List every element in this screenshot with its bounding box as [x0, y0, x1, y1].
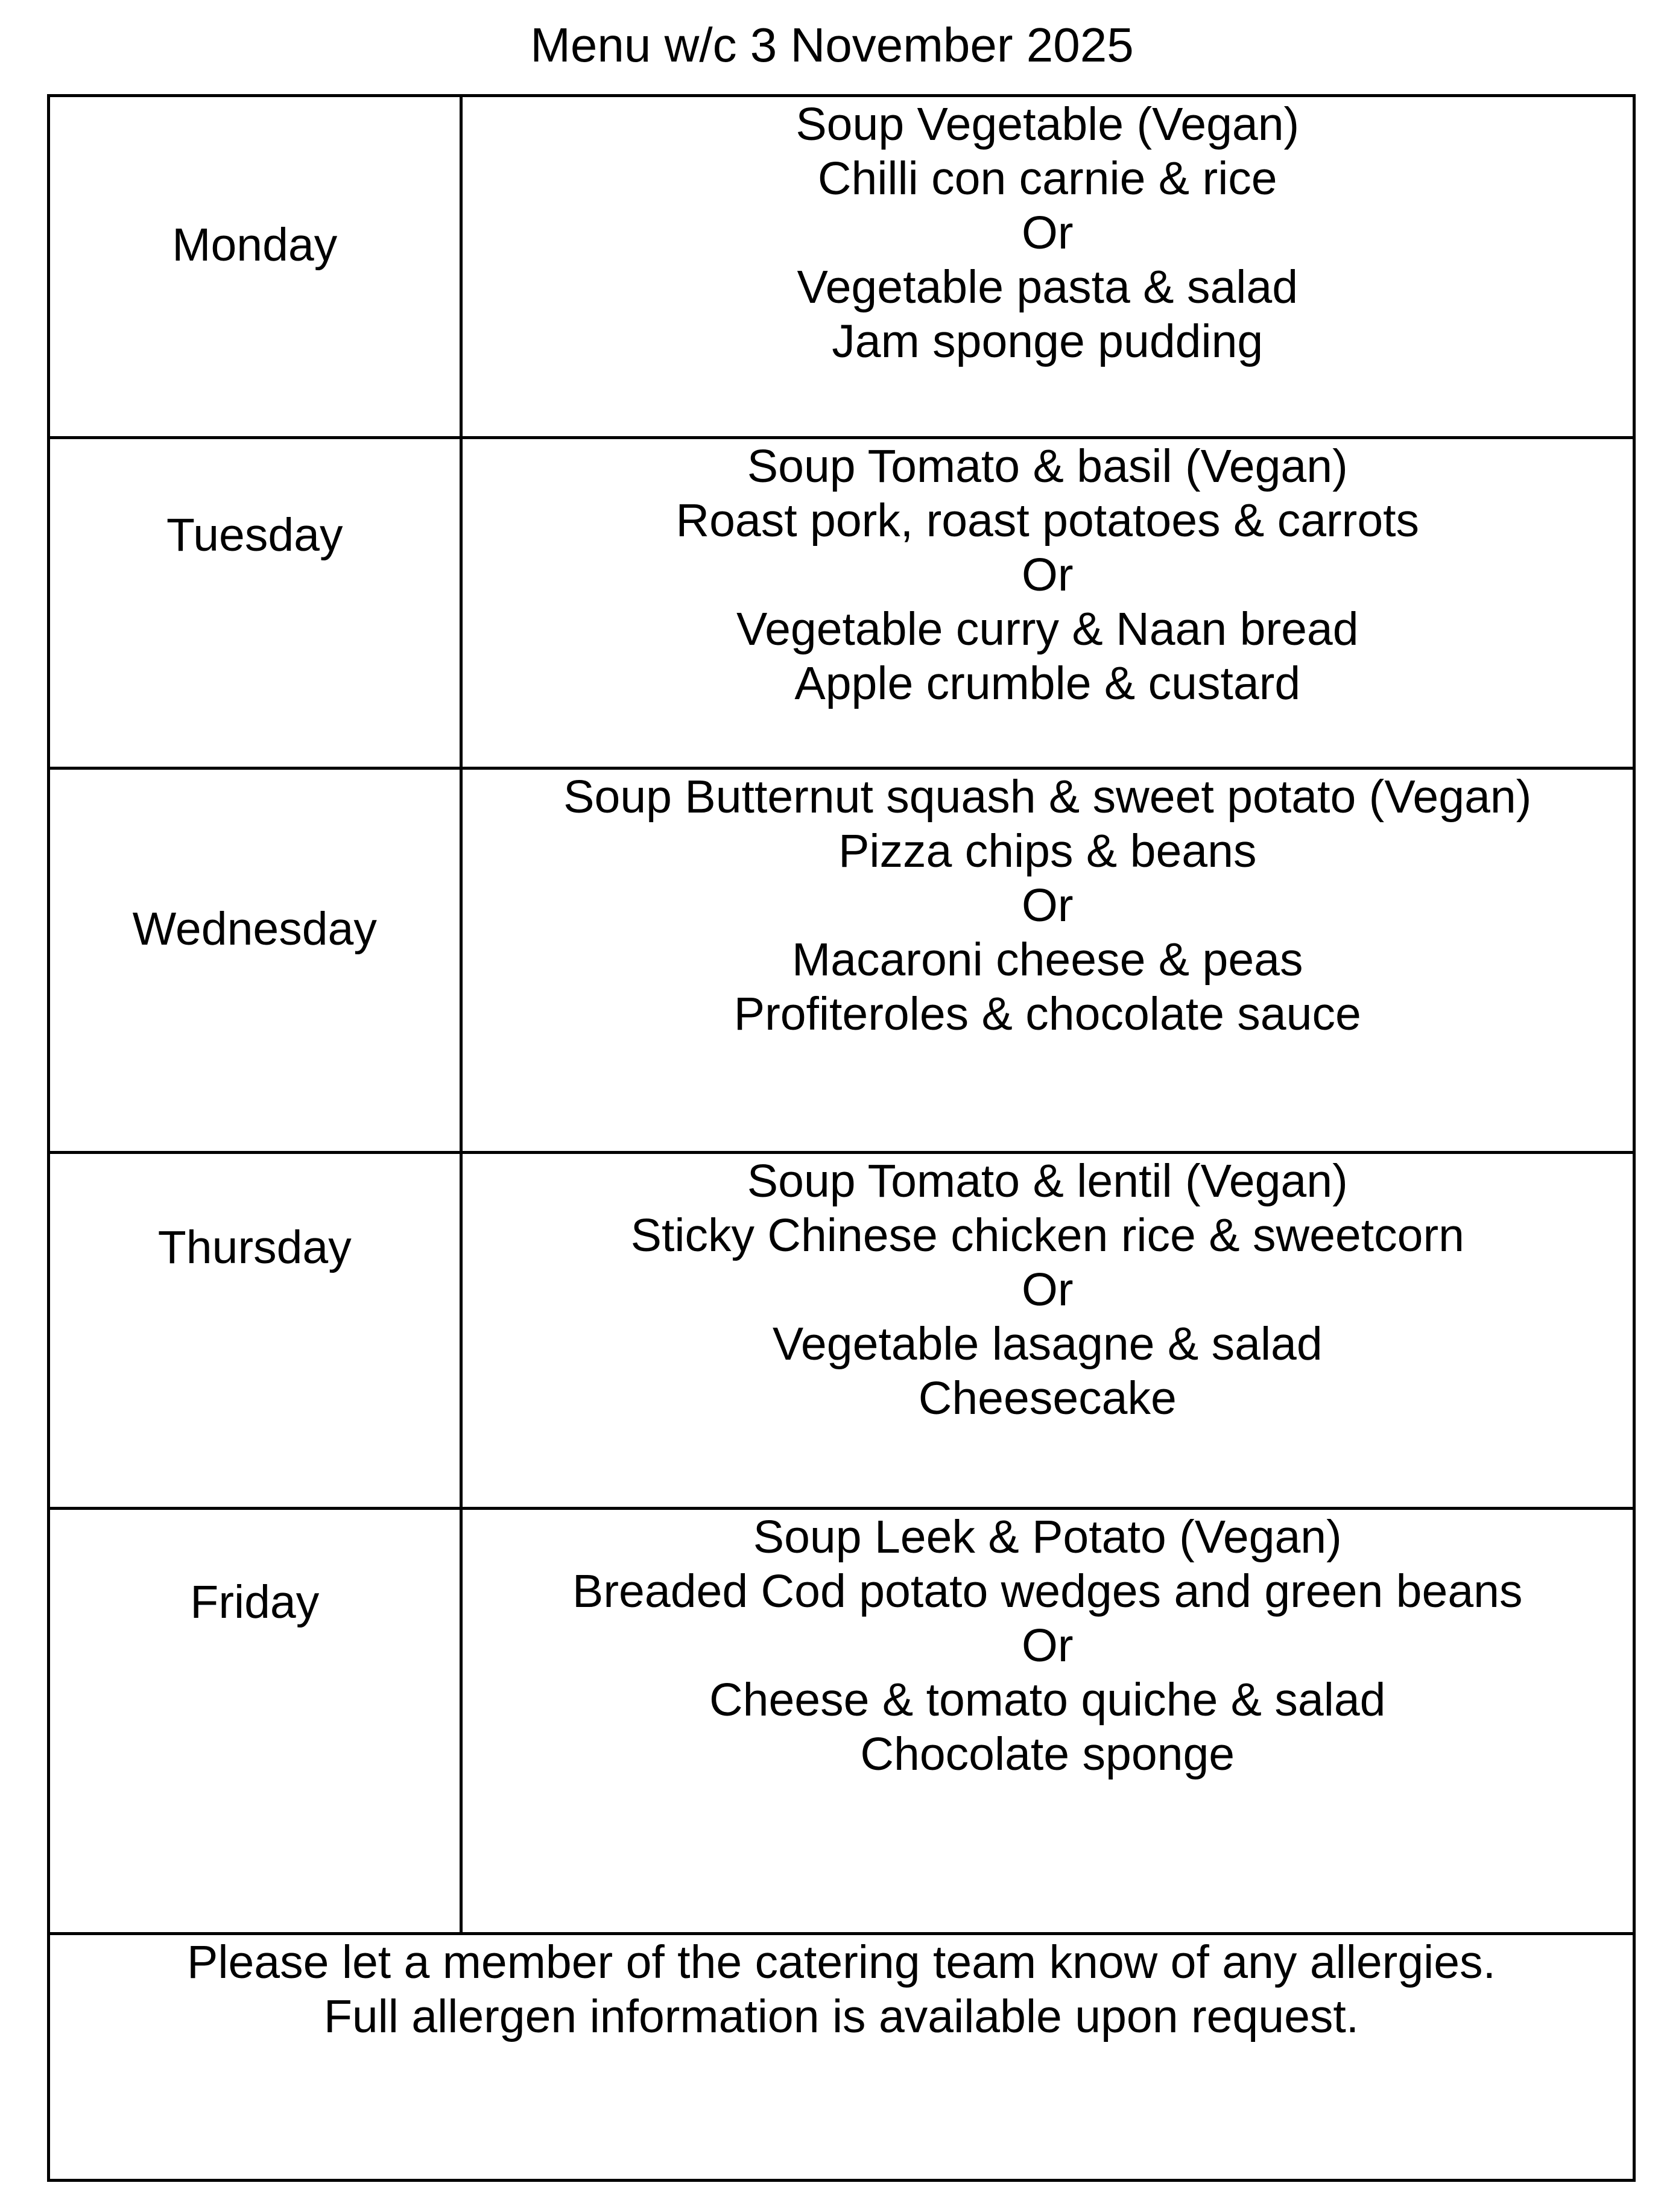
- menu-item-or: Or: [1021, 207, 1074, 259]
- menu-item-or: Or: [1021, 1620, 1074, 1672]
- menu-item: Jam sponge pudding: [832, 315, 1264, 367]
- menu-item: Cheese & tomato quiche & salad: [709, 1674, 1386, 1726]
- menu-item: Vegetable pasta & salad: [797, 261, 1299, 313]
- allergy-line-2: Full allergen information is available upon request.: [323, 1991, 1359, 2042]
- menu-cell-wednesday: [461, 768, 1634, 1153]
- day-label: Monday: [172, 219, 338, 271]
- menu-item: Cheesecake: [918, 1372, 1177, 1424]
- menu-cell-friday: [461, 1509, 1634, 1934]
- page-title: Menu w/c 3 November 2025: [530, 18, 1134, 72]
- table-row-tuesday: [49, 438, 1634, 768]
- day-label: Thursday: [157, 1222, 352, 1273]
- table-row-monday: [49, 96, 1634, 438]
- menu-cell-thursday: [461, 1153, 1634, 1509]
- menu-table: [47, 94, 1636, 2182]
- table-row-thursday: [49, 1153, 1634, 1509]
- table-row-wednesday: [49, 768, 1634, 1153]
- menu-item: Sticky Chinese chicken rice & sweetcorn: [630, 1209, 1464, 1261]
- menu-cell-monday: [461, 96, 1634, 438]
- menu-item: Soup Tomato & basil (Vegan): [747, 440, 1348, 492]
- day-label: Wednesday: [132, 903, 377, 955]
- day-label: Friday: [190, 1576, 320, 1628]
- menu-item-or: Or: [1021, 549, 1074, 601]
- day-cell-wednesday: [49, 768, 461, 1153]
- day-label: Tuesday: [166, 509, 343, 561]
- day-cell-tuesday: [49, 438, 461, 768]
- menu-item: Roast pork, roast potatoes & carrots: [675, 495, 1420, 547]
- menu-item-or: Or: [1021, 1264, 1074, 1316]
- menu-cell-tuesday: [461, 438, 1634, 768]
- menu-item-or: Or: [1021, 879, 1074, 931]
- menu-item: Soup Tomato & lentil (Vegan): [747, 1155, 1348, 1207]
- day-cell-friday: [49, 1509, 461, 1934]
- menu-item: Chilli con carnie & rice: [817, 153, 1277, 204]
- menu-item: Profiteroles & chocolate sauce: [733, 988, 1361, 1040]
- table-row-friday: [49, 1509, 1634, 1934]
- menu-item: Vegetable lasagne & salad: [772, 1318, 1323, 1370]
- menu-item: Soup Butternut squash & sweet potato (Vegan): [563, 771, 1532, 823]
- allergy-line-1: Please let a member of the catering team know of any allergies.: [187, 1936, 1496, 1988]
- menu-item: Chocolate sponge: [860, 1728, 1235, 1780]
- menu-item: Soup Leek & Potato (Vegan): [753, 1511, 1342, 1563]
- allergy-notice: [49, 1934, 1634, 2181]
- menu-item: Macaroni cheese & peas: [792, 934, 1303, 986]
- table-row-footer: [49, 1934, 1634, 2181]
- day-cell-thursday: [49, 1153, 461, 1509]
- menu-item: Vegetable curry & Naan bread: [736, 603, 1359, 655]
- menu-item: Soup Vegetable (Vegan): [796, 98, 1300, 150]
- menu-item: Breaded Cod potato wedges and green beans: [572, 1565, 1523, 1617]
- menu-item: Apple crumble & custard: [794, 658, 1301, 709]
- day-cell-monday: [49, 96, 461, 438]
- menu-item: Pizza chips & beans: [838, 825, 1257, 877]
